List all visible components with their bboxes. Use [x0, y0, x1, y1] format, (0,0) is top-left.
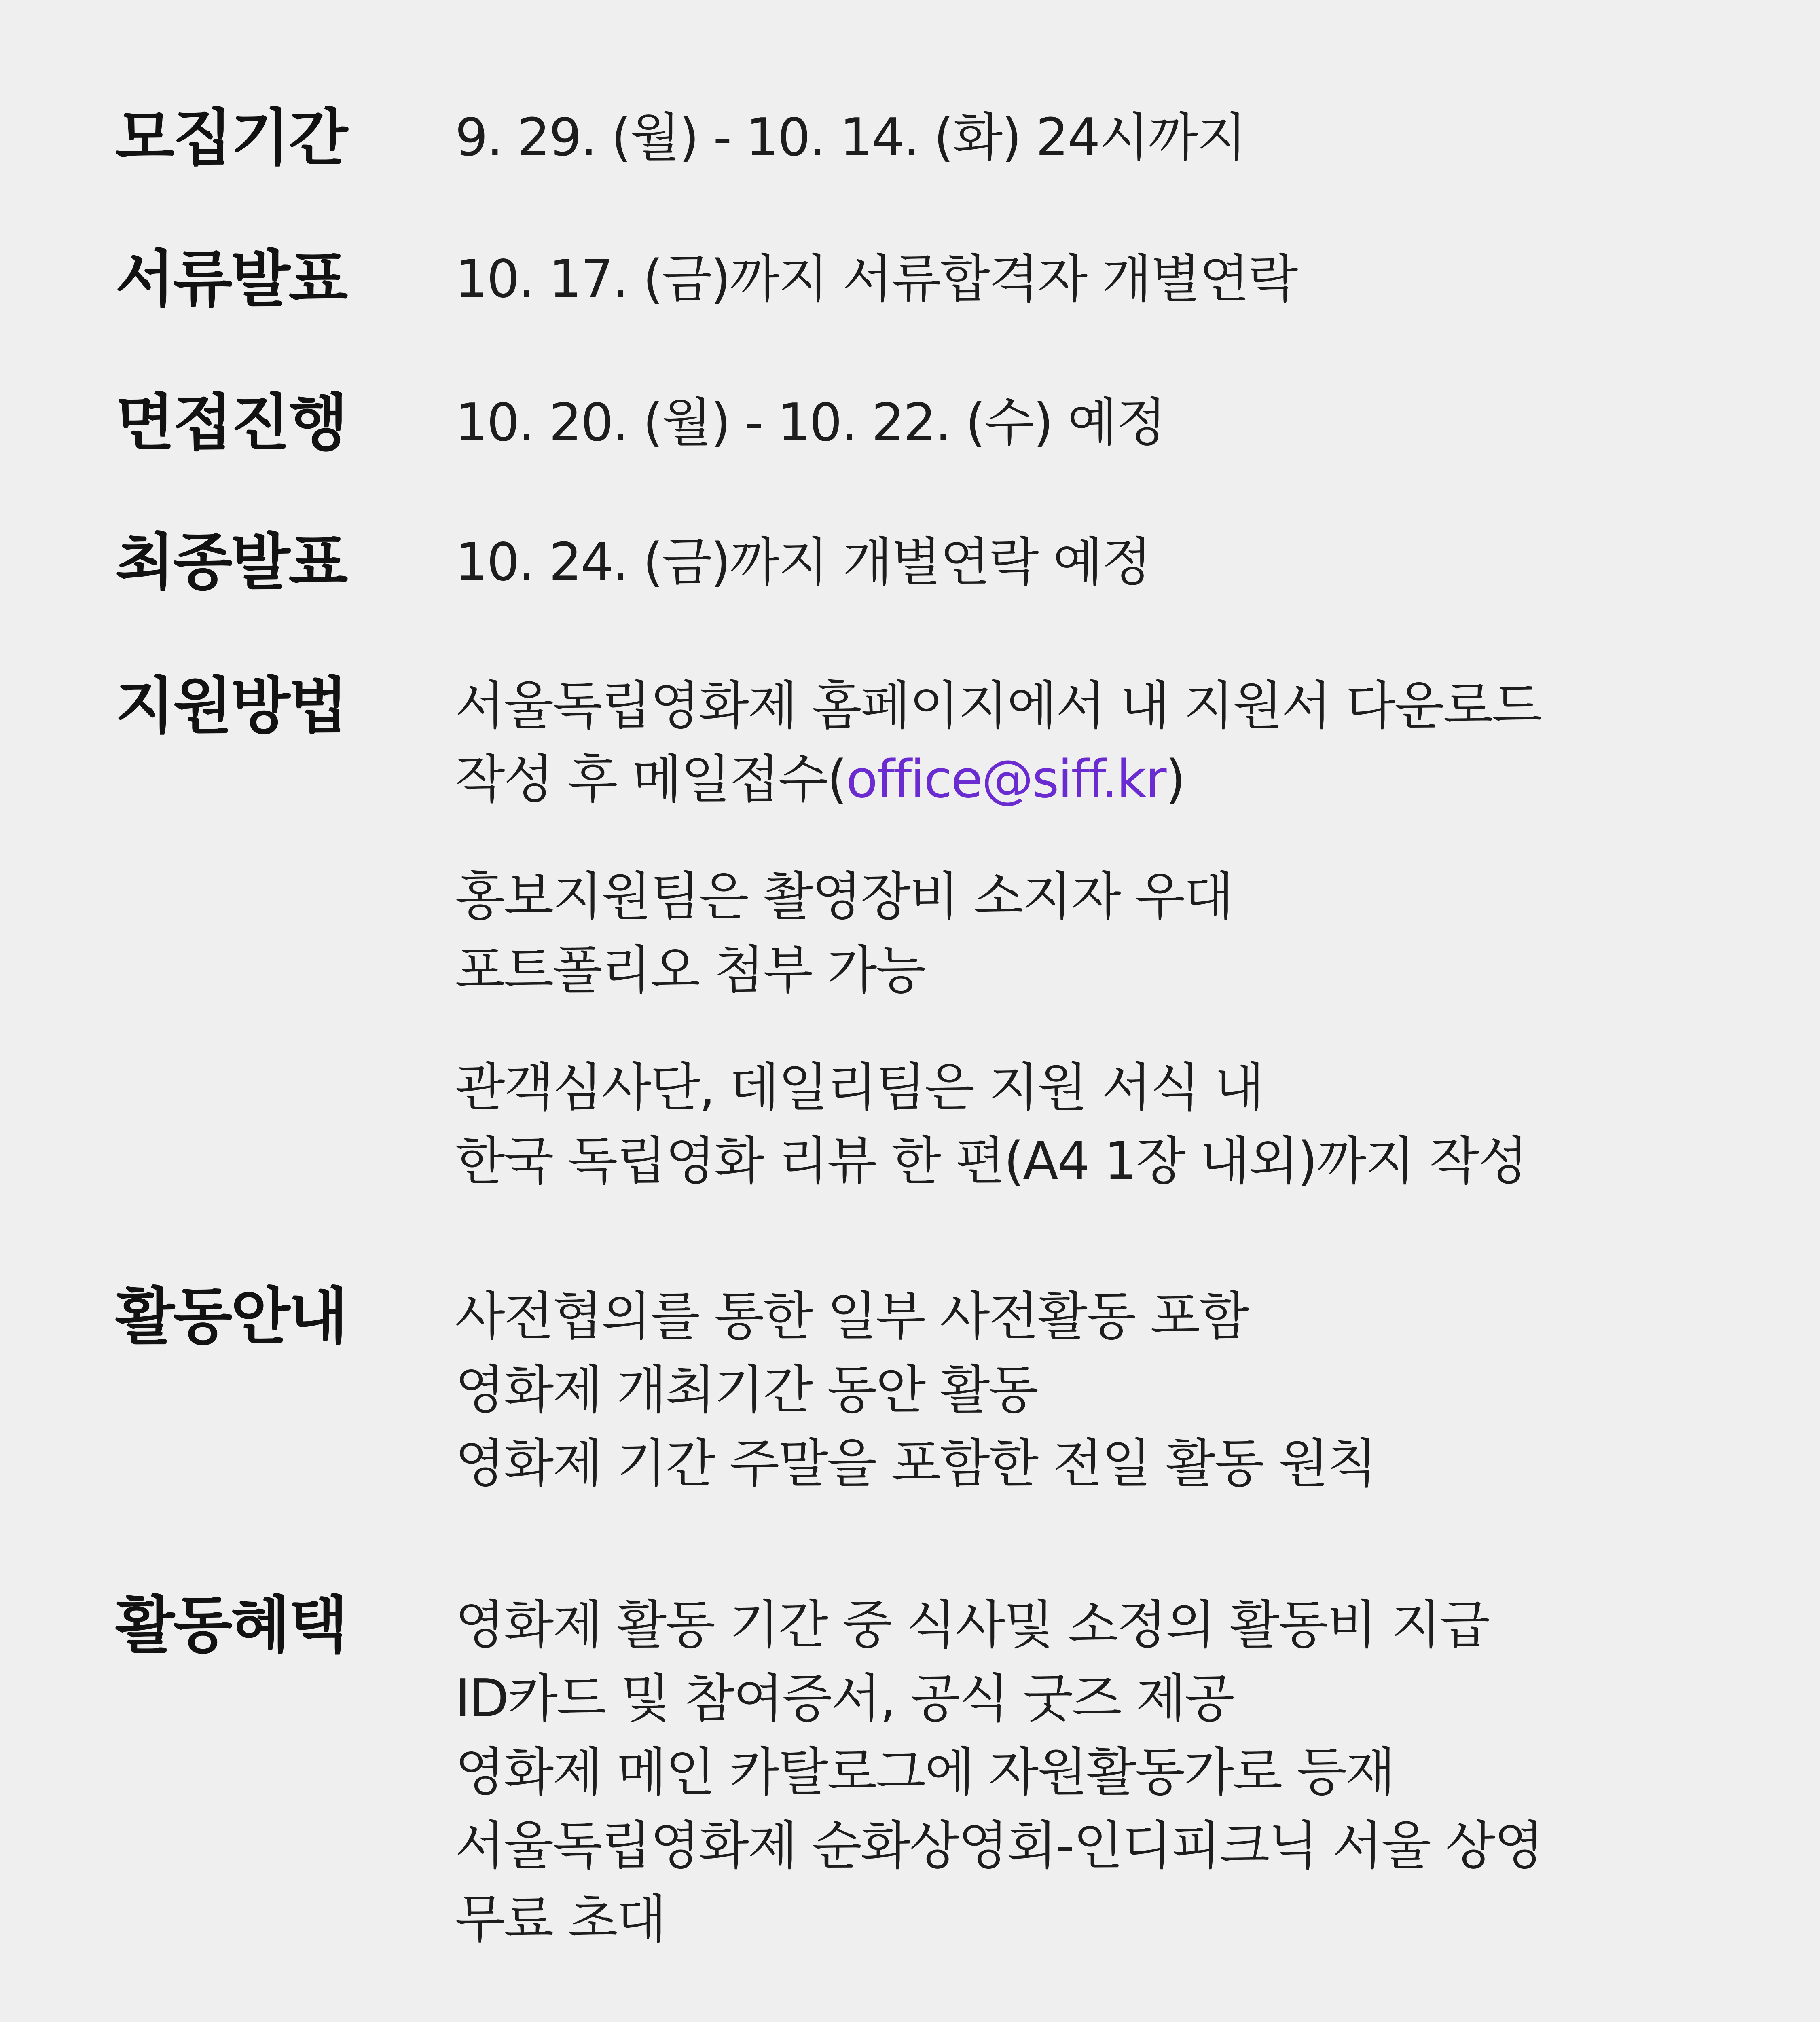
row-content-final-announcement: [455, 526, 1749, 599]
application-email-link[interactable]: office@siff.kr: [846, 749, 1166, 810]
row-content-document-announcement: [455, 243, 1749, 316]
activity-benefits-line: 서울독립영화제 순화상영회-인디피크닉 서울 상영: [455, 1816, 1543, 1876]
application-method-email-suffix: ): [1165, 749, 1185, 810]
row-content-interview: [455, 386, 1749, 460]
jury-daily-team-line: 한국 독립영화 리뷰 한 편(A4 1장 내외)까지 작성: [455, 1131, 1527, 1191]
promotion-team-line: 포트폴리오 첨부 가능: [455, 940, 925, 1000]
row-label-application-method: 지원방법: [115, 670, 347, 742]
activity-guide-line: 영화제 개최기간 동안 활동: [455, 1360, 1038, 1420]
interview-text: 10. 20. (월) - 10. 22. (수) 예정: [455, 393, 1165, 453]
recruitment-period-text: 9. 29. (월) - 10. 14. (화) 24시까지: [455, 108, 1246, 168]
row-label-interview: 면접진행: [115, 387, 347, 459]
activity-benefits-line: 영화제 메인 카탈로그에 자원활동가로 등재: [455, 1742, 1395, 1802]
activity-guide-line: 영화제 기간 주말을 포함한 전일 활동 원칙: [455, 1434, 1376, 1494]
promotion-team-line: 홍보지원팀은 촬영장비 소지자 우대: [455, 867, 1233, 927]
activity-benefits-line: 무료 초대: [455, 1889, 666, 1950]
jury-daily-team-paragraph: [455, 1051, 1749, 1198]
row-label-activity-benefits: 활동혜택: [115, 1589, 347, 1661]
activity-benefits-line: 영화제 활동 기간 중 식사및 소정의 활동비 지급: [455, 1595, 1489, 1655]
application-method-paragraph: [455, 669, 1749, 816]
row-label-recruitment-period: 모집기간: [115, 102, 347, 173]
activity-guide-line: 사전협의를 통한 일부 사전활동 포함: [455, 1286, 1248, 1347]
final-announcement-text: 10. 24. (금)까지 개별연락 예정: [455, 532, 1151, 592]
jury-daily-team-line: 관객심사단, 데일리팀은 지원 서식 내: [455, 1058, 1263, 1118]
row-content-recruitment-period: [455, 101, 1749, 175]
application-method-email-line: [455, 743, 1749, 816]
row-content-application-method: [455, 669, 1749, 1198]
application-method-line: 서울독립영화제 홈페이지에서 내 지원서 다운로드: [455, 676, 1541, 736]
row-content-activity-benefits: [455, 1588, 1749, 1956]
row-label-document-announcement: 서류발표: [115, 243, 347, 315]
application-method-email-prefix: 작성 후 메일접수(: [455, 749, 846, 810]
promotion-team-paragraph: [455, 860, 1749, 1007]
activity-benefits-line: ID카드 및 참여증서, 공식 굿즈 제공: [455, 1669, 1234, 1729]
row-label-activity-guide: 활동안내: [115, 1281, 347, 1352]
document-announcement-text: 10. 17. (금)까지 서류합격자 개별연락: [455, 249, 1297, 309]
row-label-final-announcement: 최종발표: [115, 527, 347, 598]
row-content-activity-guide: [455, 1280, 1749, 1501]
